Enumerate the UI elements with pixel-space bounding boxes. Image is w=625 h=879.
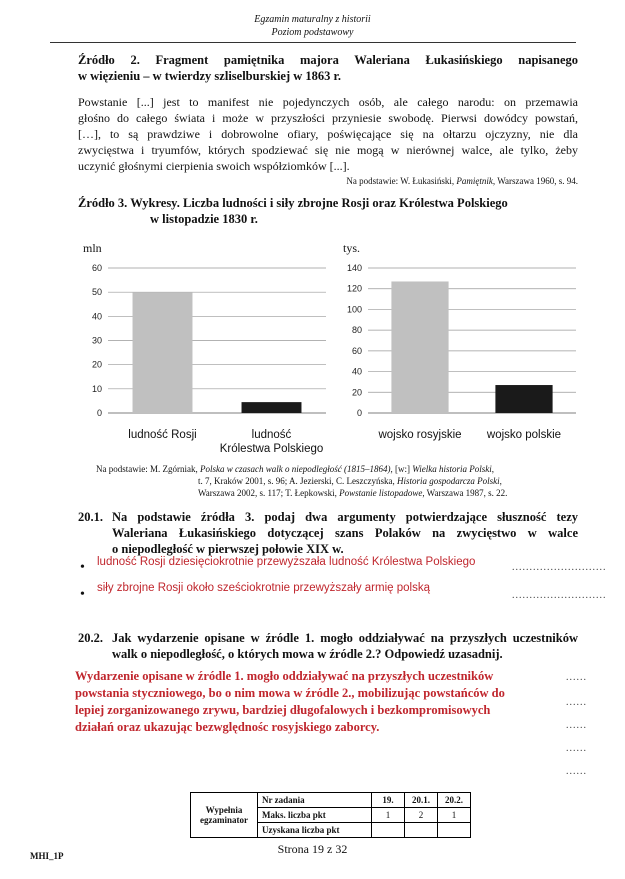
task20-1-question-line3: o niepodległość w pierwszej połowie XIX w. [112,542,344,556]
y-tick-label: 50 [91,287,102,298]
answer-text[interactable]: ludność Rosji dziesięciokrotnie przewyższała ludność Królestwa Polskiego [97,556,476,568]
source2-title-line1: Źródło 2. Fragment pamiętnika majora Waleriana Łukasińskiego napisanego [78,53,578,67]
answer-text[interactable]: siły zbrojne Rosji około sześciokrotnie przewyższały armię polską [97,582,430,594]
citation-title: Pamiętnik [456,176,493,186]
x-category-label: wojsko rosyjskie [378,429,462,441]
citation-text: , [499,476,502,486]
bar [391,281,448,413]
answer-line: lepiej zorganizowanego zrywu, bardziej długofalowych i bezkompromisowych [75,703,491,717]
max-points-cell: 1 [372,808,405,823]
answer-line: Wydarzenie opisane w źródle 1. mogło oddziaływać na przyszłych uczestników [75,669,494,683]
y-tick-label: 60 [351,345,362,356]
citation-text: , Warszawa 1987, s. 22. [422,488,508,498]
citation-text: Warszawa 2002, s. 117; T. Łepkowski, [198,488,340,498]
answer-line: powstania styczniowego, bo o nim mowa w źródle 2., mobilizując powstańców do [75,686,505,700]
source2-line: […], to są prawdziwe i dobrowolne ofiary, poświęcające się na ołtarzu ojczyzny, nie dla [78,127,578,141]
source2-citation [346,175,578,187]
citation-text: , Warszawa 1960, s. 94. [492,176,578,186]
source3-title-line1: Źródło 3. Wykresy. Liczba ludności i siły zbrojne Rosji oraz Królestwa Polskiego [78,196,508,210]
y-tick-label: 40 [351,366,362,377]
y-tick-label: 140 [346,263,362,273]
source2-line: głośno do całego świata i może w przyszłości przyniesie swobodę. Pierwsi dowódcy powstań, [78,111,578,125]
citation-line [96,463,574,475]
max-points-cell: 1 [438,808,471,823]
x-category-label: wojsko polskie [486,429,562,441]
x-category-label: ludność Rosji [128,429,197,441]
row-header: Nr zadania [258,793,372,808]
answer-dots: ...... [566,672,587,683]
answer-dots: ...... [566,697,587,708]
task20-1-question-line2: Waleriana Łukasińskiego dotyczącej szans Polaków na zwycięstwo w walce [112,526,578,540]
grading-table [190,792,471,838]
y-tick-label: 120 [346,283,362,294]
citation-title: Wielka historia Polski [412,464,492,474]
citation-line [96,475,574,487]
answer-dots: ........................... [512,590,607,601]
y-tick-label: 80 [351,325,362,336]
max-points-cell: 2 [405,808,438,823]
source2-title-line2: w więzieniu – w twierdzy szliselburskiej w 1863 r. [78,69,342,83]
bar [133,292,193,413]
answer-dots: ...... [566,766,587,777]
citation-text: Na podstawie: M. Zgórniak, [96,464,200,474]
chart2-ylabel: tys. [343,241,361,255]
chart1-ylabel: mln [83,241,102,255]
bullet-icon: • [80,560,85,575]
task20-2-question-line2: walk o niepodległość, o których mowa w źródle 2.? Odpowiedź uzasadnij. [112,647,503,661]
x-category-label: Królestwa Polskiego [219,443,324,455]
grader-label-line: Wypełnia [205,805,243,815]
chart1 [80,258,330,458]
task-number: 20.1. [78,510,103,524]
row-header: Maks. liczba pkt [258,808,372,823]
page-number: Strona 19 z 32 [277,842,348,856]
row-header: Uzyskana liczba pkt [258,823,372,838]
y-tick-label: 40 [91,311,102,322]
grader-label-line: egzaminator [200,815,248,825]
task20-2-answer[interactable] [75,668,570,736]
task-number: 20.2. [78,631,103,645]
exam-level: Poziom podstawowy [271,27,354,38]
header-divider [50,42,576,43]
citation-line [96,487,574,499]
chart2 [340,258,580,458]
answer-line: działań oraz ukazując bezwględnośc rosyjskiego zaborcy. [75,720,380,734]
y-tick-label: 30 [91,335,102,346]
source2-line: Powstanie [...] jest to manifest nie pojedynczych osób, ale całego narodu: on przemawia [78,95,578,109]
y-tick-label: 0 [96,408,102,418]
bar [242,402,302,413]
y-tick-label: 60 [91,263,102,273]
answer-dots: ........................... [512,562,607,573]
score-cell[interactable] [438,823,471,838]
citation-title: Historia gospodarcza Polski [396,476,500,486]
task-number-cell: 20.1. [405,793,438,808]
exam-title: Egzamin maturalny z historii [254,14,371,25]
y-tick-label: 20 [351,387,362,398]
source3-title-line2: w listopadzie 1830 r. [150,212,258,226]
grader-label [191,793,258,838]
exam-code: MHI_1P [30,851,64,861]
citation-text: Na podstawie: W. Łukasiński, [346,176,457,186]
bullet-icon: • [80,587,85,602]
citation-text: , [491,464,494,474]
source2-text [78,94,578,174]
source2-line: uczynić głośnymi cierpienia swoich współziomków [...]. [78,159,350,173]
task-number-cell: 20.2. [438,793,471,808]
task-number-cell: 19. [372,793,405,808]
y-tick-label: 20 [91,359,102,370]
bar [495,385,552,413]
answer-dots: ...... [566,720,587,731]
task20-1-question-line1: Na podstawie źródła 3. podaj dwa argumenty potwierdzające słuszność tezy [112,510,578,524]
source3-citation [96,463,574,499]
citation-text: , [w:] [390,464,413,474]
citation-title: Powstanie listopadowe [339,488,423,498]
answer-dots: ...... [566,743,587,754]
score-cell[interactable] [372,823,405,838]
citation-text: t. 7, Kraków 2001, s. 96; A. Jezierski, C. Leszczyńska, [198,476,397,486]
y-tick-label: 0 [356,408,362,418]
citation-title: Polska w czasach walk o niepodległość (1815–1864) [199,464,391,474]
y-tick-label: 10 [91,383,102,394]
source2-line: zwycięstwa i tryumfów, których spodziewać się nie mogą w nierównej walce, ale tylko, żeby [78,143,578,157]
score-cell[interactable] [405,823,438,838]
x-category-label: ludność [251,429,292,441]
y-tick-label: 100 [346,304,362,315]
task20-2-question-line1: Jak wydarzenie opisane w źródle 1. mogło oddziaływać na przyszłych uczestników [112,631,578,645]
